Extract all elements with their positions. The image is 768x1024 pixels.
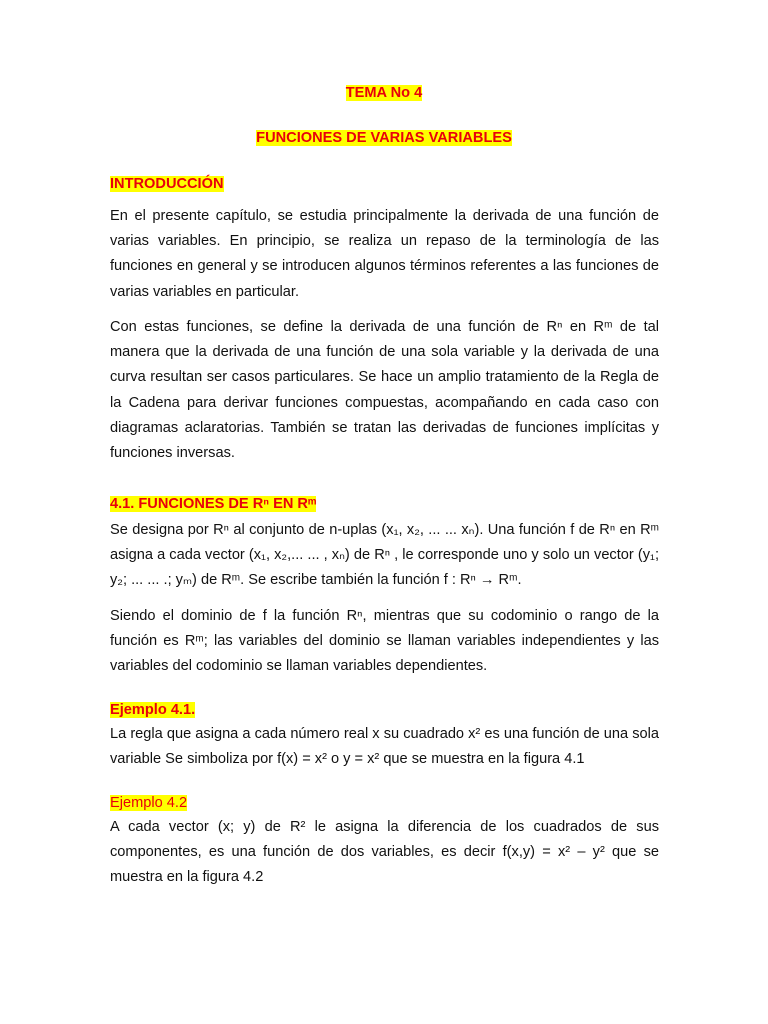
- intro-paragraph-1: En el presente capítulo, se estudia principalmente la derivada de una función de varias variables. En principio, se realiza un repaso de la terminología de las funciones en general y se introducen algunos términos referentes a las funciones de varias variables en particular.: [110, 208, 659, 300]
- intro-paragraph-2: Con estas funciones, se define la derivada de una función de Rⁿ en Rᵐ de tal manera que la derivada de una función de una sola variable y la derivada de una curva resultan ser casos particulares. Se hace un amplio tratamiento de la Regla de la Cadena para derivar funciones compuestas, acompañando en cada caso con diagramas aclaratorias. También se tratan las derivadas de funciones implícitas y funciones inversas.: [110, 319, 659, 462]
- ejemplo-41-text: La regla que asigna a cada número real x su cuadrado x² es una función de una sola variable Se simboliza por f(x) = x² o y = x² que se muestra en la figura 4.1: [110, 726, 659, 768]
- ejemplo-41-heading: Ejemplo 4.1.: [110, 702, 196, 718]
- section-41-heading-row: [110, 495, 659, 513]
- ejemplo-42-heading-row: [110, 794, 659, 812]
- intro-paragraph-2-block: [110, 315, 659, 466]
- ejemplo-42-heading: Ejemplo 4.2: [110, 795, 188, 811]
- section-41-paragraph-1: Se designa por Rⁿ al conjunto de n-uplas (x₁, x₂, ... ... xₙ). Una función f de Rⁿ en Rᵐ asigna a cada vector (x₁, x₂,... ... , xₙ) de Rⁿ , le corresponde uno y solo un vector (y₁; y₂; ... ... .; yₘ) de Rᵐ. Se escribe también la función f : Rⁿ → Rᵐ.: [110, 522, 659, 589]
- intro-heading: INTRODUCCIÓN: [110, 176, 224, 192]
- section-41-paragraph-2-block: [110, 604, 659, 680]
- section-41-paragraph-2: Siendo el dominio de f la función Rⁿ, mientras que su codominio o rango de la función es Rᵐ; las variables del dominio se llaman variables independientes y las variables del codominio se llaman variables dependientes.: [110, 608, 659, 675]
- subtitle-row: [0, 130, 768, 146]
- ejemplo-41-heading-row: [110, 701, 659, 719]
- document-title: TEMA No 4: [345, 85, 423, 101]
- ejemplo-42-text: A cada vector (x; y) de R² le asigna la diferencia de los cuadrados de sus componentes, es una función de dos variables, es decir f(x,y) = x² – y² que se muestra en la figura 4.2: [110, 819, 659, 886]
- ejemplo-41-text-block: [110, 722, 659, 772]
- section-41-paragraph-1-block: [110, 518, 659, 594]
- intro-heading-row: [110, 175, 659, 193]
- ejemplo-42-text-block: [110, 815, 659, 891]
- title-row: [0, 85, 768, 101]
- document-subtitle: FUNCIONES DE VARIAS VARIABLES: [256, 130, 512, 146]
- intro-paragraph-1-block: [110, 204, 659, 305]
- section-41-heading: 4.1. FUNCIONES DE Rⁿ EN Rᵐ: [110, 496, 317, 512]
